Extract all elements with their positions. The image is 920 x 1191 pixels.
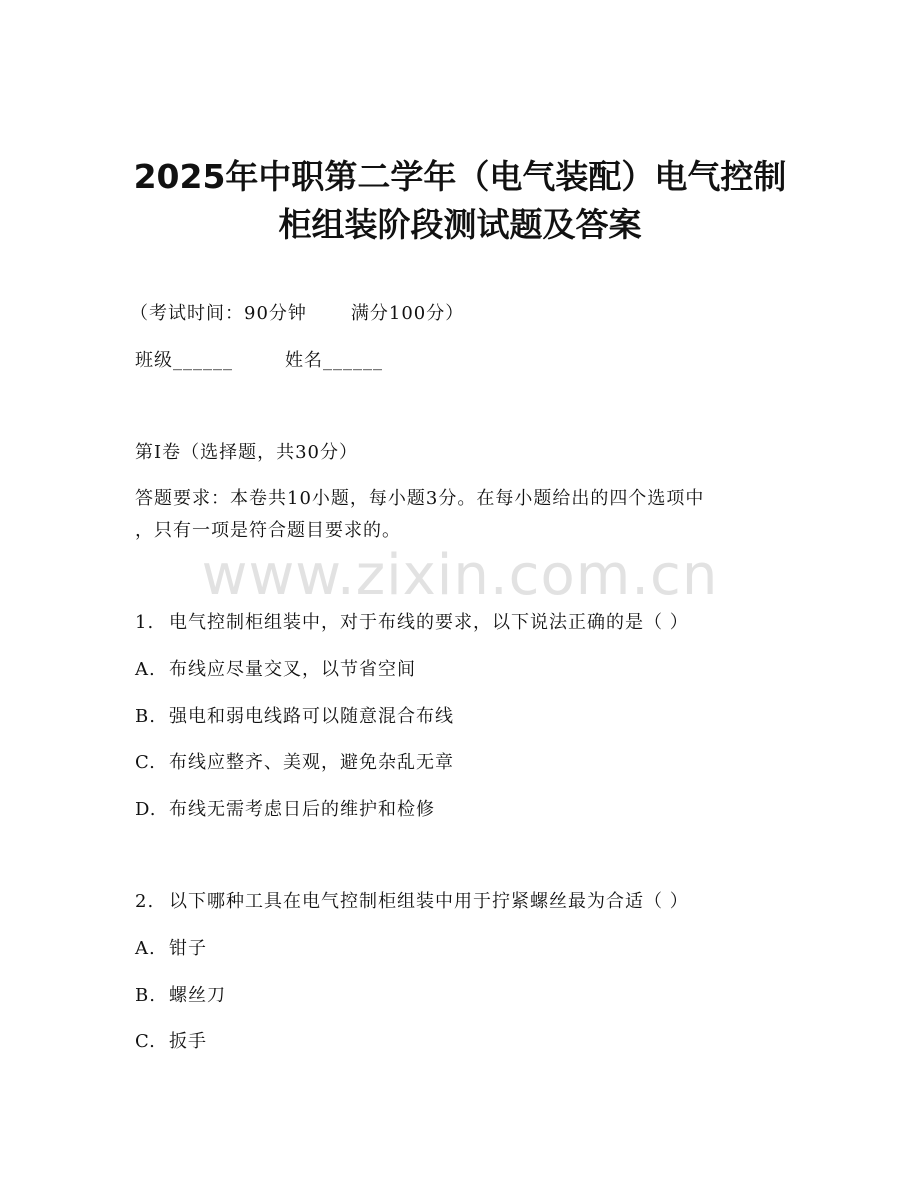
question-2-option-a: [135, 940, 207, 958]
option-text: 扳手: [169, 1031, 207, 1052]
question-1: [135, 614, 689, 632]
document-title-line-1: 2025年中职第二学年（电气装配）电气控制: [133, 157, 787, 196]
option-label: D.: [135, 799, 157, 820]
document-title-line-2: 柜组装阶段测试题及答案: [278, 205, 642, 244]
student-info: [135, 352, 383, 370]
option-text: 钳子: [169, 938, 207, 959]
question-2-option-b: [135, 987, 226, 1005]
option-text: 布线应整齐、美观，避免杂乱无章: [169, 752, 454, 773]
option-text: 布线无需考虑日后的维护和检修: [169, 799, 435, 820]
option-label: B.: [135, 706, 156, 727]
option-label: C.: [135, 1031, 156, 1052]
class-field: 班级______: [135, 350, 233, 371]
question-2-option-c: [135, 1033, 207, 1051]
question-number: 2.: [135, 891, 155, 912]
question-text: 以下哪种工具在电气控制柜组装中用于拧紧螺丝最为合适（ ）: [169, 891, 689, 912]
option-label: C.: [135, 752, 156, 773]
option-text: 布线应尽量交叉，以节省空间: [169, 659, 416, 680]
option-label: A.: [135, 938, 156, 959]
question-number: 1.: [135, 612, 155, 633]
requirement-line-1: 答题要求：本卷共10小题，每小题3分。在每小题给出的四个选项中: [135, 488, 705, 509]
question-1-option-d: [135, 801, 435, 819]
question-1-option-a: [135, 661, 416, 679]
option-label: A.: [135, 659, 156, 680]
section-title: 第I卷（选择题，共30分）: [135, 442, 359, 463]
exam-time: （考试时间：90分钟: [130, 303, 307, 324]
option-text: 螺丝刀: [169, 985, 226, 1006]
question-1-option-b: [135, 708, 454, 726]
full-score: 满分100分）: [350, 303, 465, 324]
name-field: 姓名______: [285, 350, 383, 371]
watermark: www.zixin.com.cn: [201, 543, 719, 608]
question-text: 电气控制柜组装中，对于布线的要求，以下说法正确的是（ ）: [169, 612, 689, 633]
option-text: 强电和弱电线路可以随意混合布线: [169, 706, 454, 727]
exam-info: [130, 305, 464, 323]
question-1-option-c: [135, 754, 454, 772]
question-2: [135, 893, 689, 911]
requirement-line-2: ，只有一项是符合题目要求的。: [135, 520, 401, 541]
option-label: B.: [135, 985, 156, 1006]
